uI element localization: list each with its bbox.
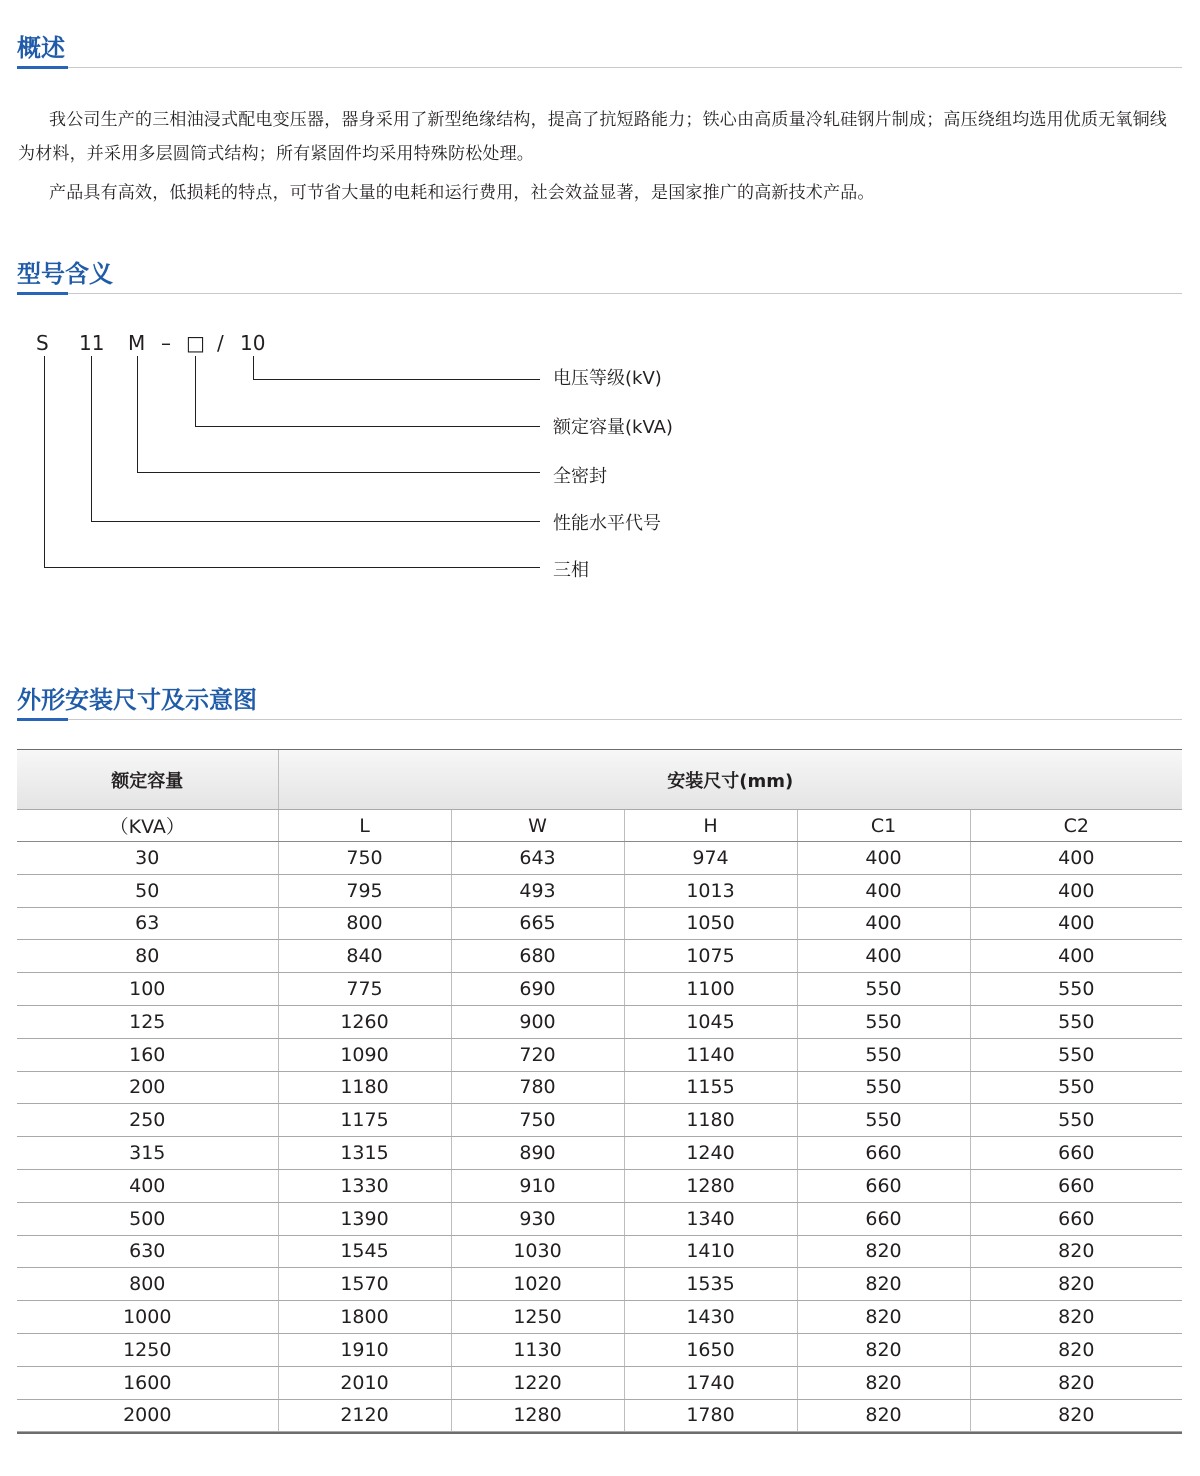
- cell-l: 2120: [278, 1399, 451, 1432]
- header-install-dimensions: 安装尺寸(mm): [278, 750, 1182, 810]
- cell-w: 1280: [451, 1399, 624, 1432]
- cell-l: 1090: [278, 1038, 451, 1071]
- header-col-l: L: [278, 810, 451, 842]
- leader-line-voltage-h: [253, 379, 540, 380]
- cell-c1: 820: [797, 1333, 970, 1366]
- cell-w: 910: [451, 1169, 624, 1202]
- table-row: [17, 1399, 1182, 1432]
- cell-w: 720: [451, 1038, 624, 1071]
- cell-w: 750: [451, 1104, 624, 1137]
- cell-c2: 550: [970, 973, 1182, 1006]
- cell-w: 1220: [451, 1366, 624, 1399]
- cell-c2: 550: [970, 1005, 1182, 1038]
- leader-line-phase-v: [44, 356, 45, 568]
- cell-h: 1430: [624, 1301, 797, 1334]
- overview-title: 概述: [17, 34, 65, 62]
- cell-capacity: 2000: [17, 1399, 278, 1432]
- cell-w: 680: [451, 940, 624, 973]
- cell-c1: 820: [797, 1268, 970, 1301]
- cell-c1: 660: [797, 1202, 970, 1235]
- cell-capacity: 630: [17, 1235, 278, 1268]
- cell-h: 1340: [624, 1202, 797, 1235]
- cell-h: 1650: [624, 1333, 797, 1366]
- table-row: [17, 1202, 1182, 1235]
- label-performance-code: 性能水平代号: [553, 513, 661, 534]
- cell-h: 1100: [624, 973, 797, 1006]
- cell-l: 750: [278, 842, 451, 875]
- cell-w: 1030: [451, 1235, 624, 1268]
- cell-c1: 400: [797, 907, 970, 940]
- overview-paragraph-1: 我公司生产的三相油浸式配电变压器，器身采用了新型绝缘结构，提高了抗短路能力；铁心由高质量冷轧硅钢片制成；高压绕组均选用优质无氧铜线为材料，并采用多层圆筒式结构；所有紧固件均采用特殊防松处理。: [18, 110, 1167, 164]
- cell-h: 1740: [624, 1366, 797, 1399]
- cell-capacity: 63: [17, 907, 278, 940]
- cell-l: 840: [278, 940, 451, 973]
- cell-w: 643: [451, 842, 624, 875]
- cell-c1: 400: [797, 842, 970, 875]
- cell-c1: 820: [797, 1301, 970, 1334]
- table-row: [17, 874, 1182, 907]
- leader-line-capacity-v: [195, 356, 196, 427]
- model-code-sealed: M: [128, 331, 146, 355]
- cell-c2: 400: [970, 940, 1182, 973]
- table-row: [17, 842, 1182, 875]
- table-row: [17, 1137, 1182, 1170]
- cell-l: 775: [278, 973, 451, 1006]
- table-row: [17, 1104, 1182, 1137]
- cell-l: 1260: [278, 1005, 451, 1038]
- section-title-dimensions: [17, 679, 1182, 720]
- model-code-capacity-box: □: [186, 331, 205, 355]
- model-code-voltage: 10: [240, 331, 266, 355]
- cell-c1: 550: [797, 1005, 970, 1038]
- header-rated-capacity: 额定容量: [17, 750, 278, 810]
- cell-h: 1140: [624, 1038, 797, 1071]
- table-subheader-row: [17, 810, 1182, 842]
- leader-line-sealed-v: [137, 356, 138, 473]
- cell-h: 1180: [624, 1104, 797, 1137]
- cell-l: 1330: [278, 1169, 451, 1202]
- cell-c2: 400: [970, 874, 1182, 907]
- section-title-model: [17, 253, 1182, 294]
- title-accent-bar: [17, 718, 68, 721]
- dimensions-table: [17, 750, 1182, 1432]
- cell-c2: 550: [970, 1038, 1182, 1071]
- table-row: [17, 1366, 1182, 1399]
- cell-w: 665: [451, 907, 624, 940]
- cell-c2: 400: [970, 842, 1182, 875]
- table-row: [17, 1005, 1182, 1038]
- cell-capacity: 315: [17, 1137, 278, 1170]
- label-three-phase: 三相: [553, 560, 589, 581]
- leader-line-level-h: [91, 521, 540, 522]
- cell-c2: 660: [970, 1137, 1182, 1170]
- cell-w: 890: [451, 1137, 624, 1170]
- overview-paragraph-2: 产品具有高效，低损耗的特点，可节省大量的电耗和运行费用，社会效益显著，是国家推广的高新技术产品。: [49, 183, 875, 203]
- cell-c1: 820: [797, 1235, 970, 1268]
- cell-capacity: 50: [17, 874, 278, 907]
- cell-l: 1570: [278, 1268, 451, 1301]
- cell-h: 1240: [624, 1137, 797, 1170]
- table-bottom-rule: [17, 1432, 1182, 1434]
- leader-line-level-v: [91, 356, 92, 522]
- cell-w: 493: [451, 874, 624, 907]
- cell-capacity: 250: [17, 1104, 278, 1137]
- cell-c2: 820: [970, 1235, 1182, 1268]
- model-code-series: S: [36, 331, 49, 355]
- cell-capacity: 160: [17, 1038, 278, 1071]
- leader-line-sealed-h: [137, 472, 540, 473]
- cell-capacity: 500: [17, 1202, 278, 1235]
- cell-capacity: 200: [17, 1071, 278, 1104]
- table-row: [17, 1038, 1182, 1071]
- cell-c1: 820: [797, 1366, 970, 1399]
- model-title: 型号含义: [17, 260, 113, 288]
- header-col-h: H: [624, 810, 797, 842]
- header-col-w: W: [451, 810, 624, 842]
- cell-w: 1250: [451, 1301, 624, 1334]
- table-row: [17, 940, 1182, 973]
- leader-line-capacity-h: [195, 426, 540, 427]
- model-code-level: 11: [79, 331, 105, 355]
- cell-w: 930: [451, 1202, 624, 1235]
- cell-c1: 550: [797, 1038, 970, 1071]
- cell-w: 900: [451, 1005, 624, 1038]
- cell-l: 795: [278, 874, 451, 907]
- cell-c2: 820: [970, 1399, 1182, 1432]
- cell-l: 1175: [278, 1104, 451, 1137]
- leader-line-phase-h: [44, 567, 540, 568]
- cell-h: 974: [624, 842, 797, 875]
- cell-h: 1075: [624, 940, 797, 973]
- table-header-row: [17, 750, 1182, 810]
- cell-capacity: 1000: [17, 1301, 278, 1334]
- cell-l: 1910: [278, 1333, 451, 1366]
- cell-c2: 820: [970, 1366, 1182, 1399]
- cell-c2: 820: [970, 1333, 1182, 1366]
- cell-capacity: 100: [17, 973, 278, 1006]
- cell-w: 690: [451, 973, 624, 1006]
- cell-c1: 400: [797, 874, 970, 907]
- cell-h: 1013: [624, 874, 797, 907]
- table-row: [17, 1333, 1182, 1366]
- table-row: [17, 1169, 1182, 1202]
- cell-capacity: 400: [17, 1169, 278, 1202]
- cell-capacity: 800: [17, 1268, 278, 1301]
- cell-l: 1390: [278, 1202, 451, 1235]
- cell-c2: 550: [970, 1104, 1182, 1137]
- label-rated-capacity: 额定容量(kVA): [553, 417, 673, 438]
- cell-w: 780: [451, 1071, 624, 1104]
- table-row: [17, 973, 1182, 1006]
- title-accent-bar: [17, 66, 68, 69]
- cell-w: 1020: [451, 1268, 624, 1301]
- table-body: [17, 842, 1182, 1432]
- cell-h: 1045: [624, 1005, 797, 1038]
- cell-c1: 550: [797, 973, 970, 1006]
- cell-capacity: 125: [17, 1005, 278, 1038]
- cell-h: 1155: [624, 1071, 797, 1104]
- model-code-diagram: [0, 320, 760, 600]
- cell-l: 1800: [278, 1301, 451, 1334]
- cell-h: 1780: [624, 1399, 797, 1432]
- cell-c1: 550: [797, 1071, 970, 1104]
- table-row: [17, 1235, 1182, 1268]
- table-row: [17, 1268, 1182, 1301]
- cell-c1: 660: [797, 1169, 970, 1202]
- cell-l: 2010: [278, 1366, 451, 1399]
- model-code-dash: –: [161, 331, 171, 355]
- model-code-slash: /: [217, 331, 224, 355]
- cell-c1: 550: [797, 1104, 970, 1137]
- cell-h: 1050: [624, 907, 797, 940]
- cell-c1: 660: [797, 1137, 970, 1170]
- cell-h: 1280: [624, 1169, 797, 1202]
- label-fully-sealed: 全密封: [553, 466, 607, 487]
- cell-capacity: 1250: [17, 1333, 278, 1366]
- cell-c1: 820: [797, 1399, 970, 1432]
- section-title-overview: [17, 27, 1182, 68]
- cell-c2: 820: [970, 1301, 1182, 1334]
- cell-c2: 660: [970, 1169, 1182, 1202]
- cell-c1: 400: [797, 940, 970, 973]
- cell-h: 1535: [624, 1268, 797, 1301]
- cell-c2: 400: [970, 907, 1182, 940]
- dimensions-title: 外形安装尺寸及示意图: [17, 686, 257, 714]
- cell-l: 1315: [278, 1137, 451, 1170]
- cell-c2: 660: [970, 1202, 1182, 1235]
- table-row: [17, 1071, 1182, 1104]
- cell-c2: 550: [970, 1071, 1182, 1104]
- cell-l: 1545: [278, 1235, 451, 1268]
- cell-l: 1180: [278, 1071, 451, 1104]
- table-row: [17, 907, 1182, 940]
- cell-l: 800: [278, 907, 451, 940]
- cell-capacity: 30: [17, 842, 278, 875]
- cell-capacity: 80: [17, 940, 278, 973]
- label-voltage-level: 电压等级(kV): [553, 368, 662, 389]
- title-accent-bar: [17, 292, 68, 295]
- header-unit-kva: （KVA）: [17, 810, 278, 842]
- table-row: [17, 1301, 1182, 1334]
- cell-capacity: 1600: [17, 1366, 278, 1399]
- leader-line-voltage-v: [253, 356, 254, 380]
- header-col-c2: C2: [970, 810, 1182, 842]
- cell-c2: 820: [970, 1268, 1182, 1301]
- cell-w: 1130: [451, 1333, 624, 1366]
- header-col-c1: C1: [797, 810, 970, 842]
- cell-h: 1410: [624, 1235, 797, 1268]
